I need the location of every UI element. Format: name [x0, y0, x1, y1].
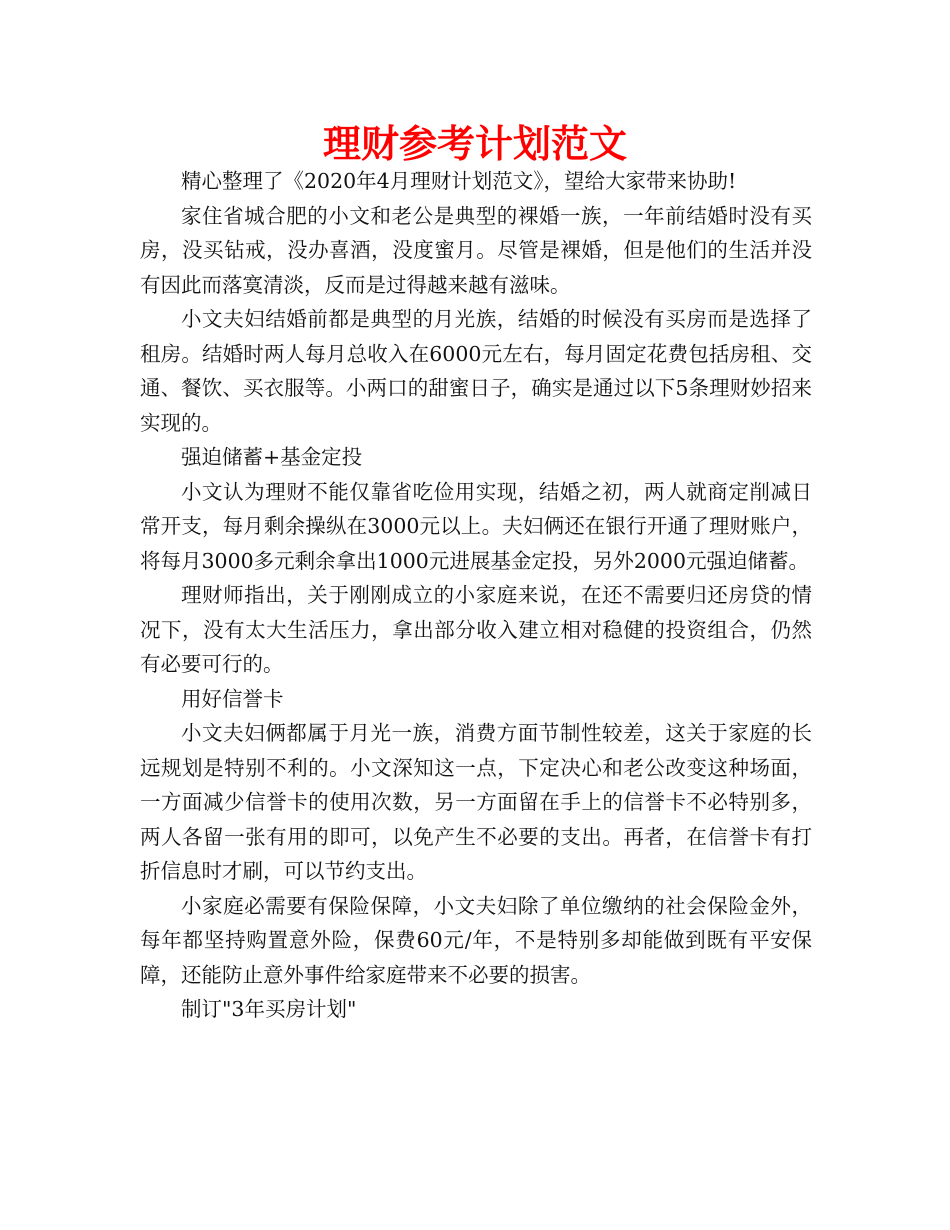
section-heading-house-plan: 制订"3年买房计划": [181, 997, 357, 1021]
section-heading-savings: 强迫储蓄+基金定投: [181, 445, 363, 469]
paragraph-background: 家住省城合肥的小文和老公是典型的裸婚一族，一年前结婚时没有买房，没买钻戒，没办喜酒，没度蜜月。尽管是裸婚，但是他们的生活并没有因此而落寞清淡，反而是过得越来越有滋味。: [140, 203, 812, 297]
section-heading-credit-card: 用好信誉卡: [181, 686, 284, 711]
paragraph-credit-card: 小文夫妇俩都属于月光一族，消费方面节制性较差，这关于家庭的长远规划是特别不利的。小文深知这一点，下定决心和老公改变这种场面，一方面减少信誉卡的使用次数，另一方面留在手上的信誉卡不必特别多，两人各留一张有用的即可，以免产生不必要的支出。再者，在信誉卡有打折信息时才刷，可以节约支出。: [140, 721, 812, 883]
document-body: [140, 164, 812, 1027]
paragraph-savings: 小文认为理财不能仅靠省吃俭用实现，结婚之初，两人就商定削减日常开支，每月剩余操纵在3000元以上。夫妇俩还在银行开通了理财账户，将每月3000多元剩余拿出1000元进展基金定投，另外2000元强迫储蓄。: [140, 479, 812, 573]
paragraph-intro: 精心整理了《2020年4月理财计划范文》，望给大家带来协助!: [181, 169, 737, 193]
paragraph-income: 小文夫妇结婚前都是典型的月光族，结婚的时候没有买房而是选择了租房。结婚时两人每月总收入在6000元左右，每月固定花费包括房租、交通、餐饮、买衣服等。小两口的甜蜜日子，确实是通过以下5条理财妙招来实现的。: [140, 307, 812, 435]
paragraph-insurance: 小家庭必需要有保险保障，小文夫妇除了单位缴纳的社会保险金外，每年都坚持购置意外险，保费60元/年，不是特别多却能做到既有平安保障，还能防止意外事件给家庭带来不必要的损害。: [140, 893, 812, 987]
paragraph-advisor: 理财师指出，关于刚刚成立的小家庭来说，在还不需要归还房贷的情况下，没有太大生活压力，拿出部分收入建立相对稳健的投资组合，仍然有必要可行的。: [140, 583, 812, 676]
document-title: 理财参考计划范文: [322, 122, 627, 166]
